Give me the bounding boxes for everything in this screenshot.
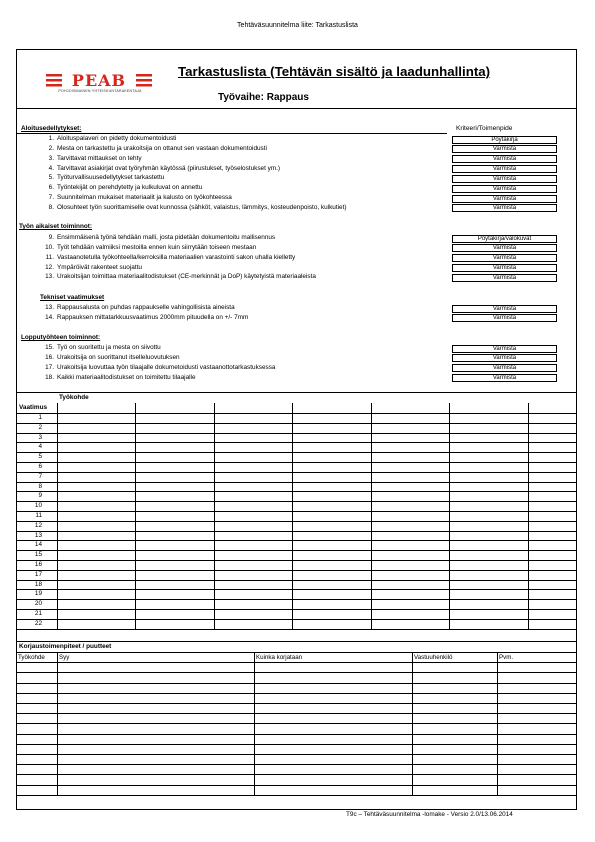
item-number: 17. [45, 363, 54, 371]
grid-row-number: 17 [34, 570, 42, 578]
corrections-top-line [16, 641, 577, 642]
criteria-box: Varmista [452, 165, 557, 173]
checklist-item [30, 344, 456, 351]
grid-line [16, 423, 577, 424]
grid-column-line [449, 403, 450, 629]
criteria-header: Kriteeri/Toimenpide [456, 125, 513, 132]
criteria-box: Varmista [452, 185, 557, 193]
criteria-box: Pöytäkirja/valokuvat [452, 235, 557, 243]
grid-line [16, 433, 577, 434]
corrections-line [16, 754, 577, 755]
item-text: Tarvittavat mittaukset on tehty [57, 154, 142, 162]
criteria-box: Varmista [452, 314, 557, 322]
peab-logo [46, 72, 154, 93]
logo-mark [46, 72, 154, 88]
item-number: 4. [48, 164, 54, 172]
corrections-title: Korjaustoimenpiteet / puutteet [19, 643, 112, 650]
item-text: Ympäröivät rakenteet suojattu [57, 263, 142, 271]
criteria-box: Varmista [452, 305, 557, 313]
section-title: Lopputyöhteen toiminnot: [21, 334, 101, 341]
grid-line [16, 413, 577, 414]
grid-row-number: 13 [34, 531, 42, 539]
grid-line [16, 599, 577, 600]
grid-line [16, 619, 577, 620]
grid-row-number: 16 [34, 561, 42, 568]
item-number: 2. [48, 144, 54, 152]
grid-line [16, 570, 577, 571]
item-text: Aloituspalaveri on pidetty dokumentoidusti [57, 135, 177, 142]
criteria-box: Varmista [452, 374, 557, 382]
section-title: Työn aikaiset toiminnot: [19, 223, 93, 230]
criteria-box: Varmista [452, 254, 557, 262]
corrections-line [16, 734, 577, 735]
grid-requirement-header: Vaatimus [19, 404, 48, 411]
corrections-line [16, 785, 577, 786]
grid-line [16, 501, 577, 502]
corrections-line [16, 713, 577, 714]
section-title: Aloitusedellytykset: [21, 125, 82, 132]
corrections-line [16, 703, 577, 704]
grid-line [16, 472, 577, 473]
grid-row-number: 8 [38, 482, 42, 490]
corrections-line [16, 683, 577, 684]
grid-column-line [292, 403, 293, 629]
grid-line [16, 629, 577, 630]
item-number: 7. [48, 194, 54, 202]
item-text: Tarvittavat asiakirjat ovat työryhmän käytössä (piirustukset, työselostukset ym.) [57, 164, 281, 172]
item-number: 11. [45, 253, 54, 261]
page-header: Tehtäväsuunnitelma liite: Tarkastuslista [237, 22, 358, 29]
grid-row-number: 6 [38, 463, 42, 470]
criteria-box: Varmista [452, 364, 557, 372]
checklist-item [30, 155, 456, 162]
checklist-item [30, 354, 456, 361]
checklist-item [30, 234, 456, 241]
item-number: 13. [45, 273, 54, 281]
grid-column-line [214, 403, 215, 629]
grid-column-line [371, 403, 372, 629]
grid-line [16, 589, 577, 590]
item-text: Työntekijät on perehdytetty ja kulkuluvat on annettu [57, 184, 203, 192]
criteria-box: Varmista [452, 264, 557, 272]
item-text: Työ on suoritettu ja mesta on siivottu [57, 344, 161, 351]
corrections-line [16, 774, 577, 775]
grid-row-number: 12 [34, 521, 42, 529]
grid-row-number: 22 [34, 619, 42, 627]
grid-object-header: Työkohde [59, 394, 89, 401]
item-number: 14. [45, 313, 54, 321]
page-footer: T9c – Tehtäväsuunnitelma -lomake - Versio 2.0/13.06.2014 [346, 811, 513, 818]
item-text: Rappauksen mittatarkkuusvaatimus 2000mm pituudella on +/- 7mm [57, 313, 249, 321]
logo-tagline: POHJOISMAINEN YHTEISKUNTARAKENTAJA [58, 89, 142, 93]
item-text: Kaikki materiaalitodistukset on toimitettu tilaajalle [57, 373, 196, 381]
grid-line [16, 550, 577, 551]
item-number: 13. [45, 304, 54, 311]
header-divider [16, 108, 577, 109]
item-number: 6. [48, 184, 54, 192]
item-text: Urakoitsijan toimittaa materiaalitodistukset (CE-merkinnät ja DoP) käytetyistä materiaaleista [57, 273, 316, 281]
grid-row-number: 7 [38, 472, 42, 480]
corrections-column-header: Vastuuhenkilö [414, 653, 453, 661]
grid-line [16, 540, 577, 541]
item-number: 8. [48, 203, 54, 211]
grid-line [16, 580, 577, 581]
criteria-box: Varmista [452, 204, 557, 212]
corrections-line [16, 744, 577, 745]
grid-line [16, 482, 577, 483]
checklist-item [30, 145, 456, 152]
corrections-line [16, 672, 577, 673]
checklist-item [30, 184, 456, 191]
criteria-box: Varmista [452, 145, 557, 153]
item-number: 1. [48, 135, 54, 142]
criteria-box: Varmista [452, 175, 557, 183]
corrections-column-header: Syy [59, 653, 70, 661]
checklist-item [30, 273, 456, 280]
item-number: 10. [45, 243, 54, 251]
item-number: 12. [45, 263, 54, 271]
checklist-item [30, 364, 456, 371]
item-text: Vastaanotetulla työkohteella/kerroksilla materiaalien varastointi sakon uhalla kielletty [57, 253, 296, 261]
item-number: 15. [45, 344, 54, 351]
grid-line [16, 511, 577, 512]
item-text: Työturvallisuusedellytykset tarkastettu [57, 174, 165, 182]
checklist-item [30, 204, 456, 211]
checklist-item [30, 314, 456, 321]
grid-line [16, 442, 577, 443]
item-text: Rappausalusta on puhdas rappaukselle vahingollisista aineista [57, 304, 235, 311]
checklist-item [30, 165, 456, 172]
corrections-column-line [57, 652, 58, 795]
criteria-box: Pöytäkirja [452, 136, 557, 144]
grid-line [16, 521, 577, 522]
grid-line [16, 531, 577, 532]
corrections-line [16, 795, 577, 796]
grid-line [16, 462, 577, 463]
item-text: Työt tehdään valmiiksi mestoilla ennen kuin siirrytään toiseen mestaan [57, 243, 257, 251]
section-underline [16, 133, 447, 134]
item-text: Ensimmäisenä työnä tehdään malli, josta pidetään dokumentoitu mallisennus [57, 234, 276, 241]
item-text: Olosuhteet työn suorittamiselle ovat kunnossa (sähköt, valaistus, lämmitys, kosteudenpoisto, kulkutiet) [57, 203, 347, 211]
item-number: 9. [48, 234, 54, 241]
corrections-column-line [412, 652, 413, 795]
grid-row-number: 3 [38, 433, 42, 441]
corrections-column-header: Työkohde [18, 653, 45, 661]
corrections-column-header: Kuinka korjataan [256, 653, 303, 661]
grid-row-number: 19 [34, 590, 42, 598]
item-number: 3. [48, 154, 54, 162]
item-number: 5. [48, 174, 54, 182]
grid-row-number: 18 [34, 580, 42, 588]
grid-row-number: 2 [38, 423, 42, 431]
corrections-line [16, 764, 577, 765]
corrections-column-header: Pvm. [499, 653, 514, 661]
grid-line [16, 609, 577, 610]
checklist-item [30, 304, 456, 311]
item-text: Urakoitsija luovuttaa työn tilaajalle dokumetoidusti vastaanottotarkastuksessa [57, 363, 276, 371]
criteria-box: Varmista [452, 354, 557, 362]
item-text: Mesta on tarkastettu ja urakoitsija on ottanut sen vastaan dokumentoidusti [57, 144, 267, 152]
grid-column-line [528, 403, 529, 629]
checklist-item [30, 244, 456, 251]
section-title: Tekniset vaatimukset [40, 294, 105, 301]
checklist-item [30, 174, 456, 181]
document-title: Tarkastuslista (Tehtävän sisältö ja laadunhallinta) [178, 64, 491, 79]
criteria-box: Varmista [452, 274, 557, 282]
grid-row-number: 9 [38, 492, 42, 500]
checklist-item [30, 374, 456, 381]
logo-wordmark: PEAB [71, 70, 127, 90]
item-number: 16. [45, 353, 54, 361]
corrections-column-line [497, 652, 498, 795]
grid-row-number: 15 [34, 551, 42, 559]
grid-row-number: 10 [34, 502, 42, 510]
grid-line [16, 560, 577, 561]
grid-row-number: 5 [38, 453, 42, 461]
grid-row-number: 4 [38, 443, 42, 451]
checklist-item [30, 135, 456, 142]
grid-column-line [57, 403, 58, 629]
grid-row-number: 20 [34, 600, 42, 608]
grid-top-line [16, 392, 577, 393]
grid-column-line [135, 403, 136, 629]
criteria-box: Varmista [452, 155, 557, 163]
item-number: 18. [45, 373, 54, 381]
corrections-line [16, 723, 577, 724]
grid-row-number: 1 [38, 414, 42, 421]
item-text: Urakoitsija on suorittanut itselleluovutuksen [57, 353, 180, 361]
grid-line [16, 491, 577, 492]
grid-row-number: 21 [34, 610, 42, 617]
item-text: Suunnitelman mukaiset materiaalit ja kalusto on työkohteessa [57, 194, 232, 202]
corrections-line [16, 693, 577, 694]
checklist-item [30, 194, 456, 201]
criteria-box: Varmista [452, 244, 557, 252]
corrections-line [16, 662, 577, 663]
grid-row-number: 11 [35, 512, 42, 519]
criteria-box: Varmista [452, 195, 557, 203]
checklist-item [30, 264, 456, 271]
criteria-box: Varmista [452, 345, 557, 353]
checklist-item [30, 254, 456, 261]
grid-line [16, 452, 577, 453]
work-phase: Työvaihe: Rappaus [218, 92, 309, 103]
grid-row-number: 14 [34, 541, 42, 549]
corrections-column-line [254, 652, 255, 795]
